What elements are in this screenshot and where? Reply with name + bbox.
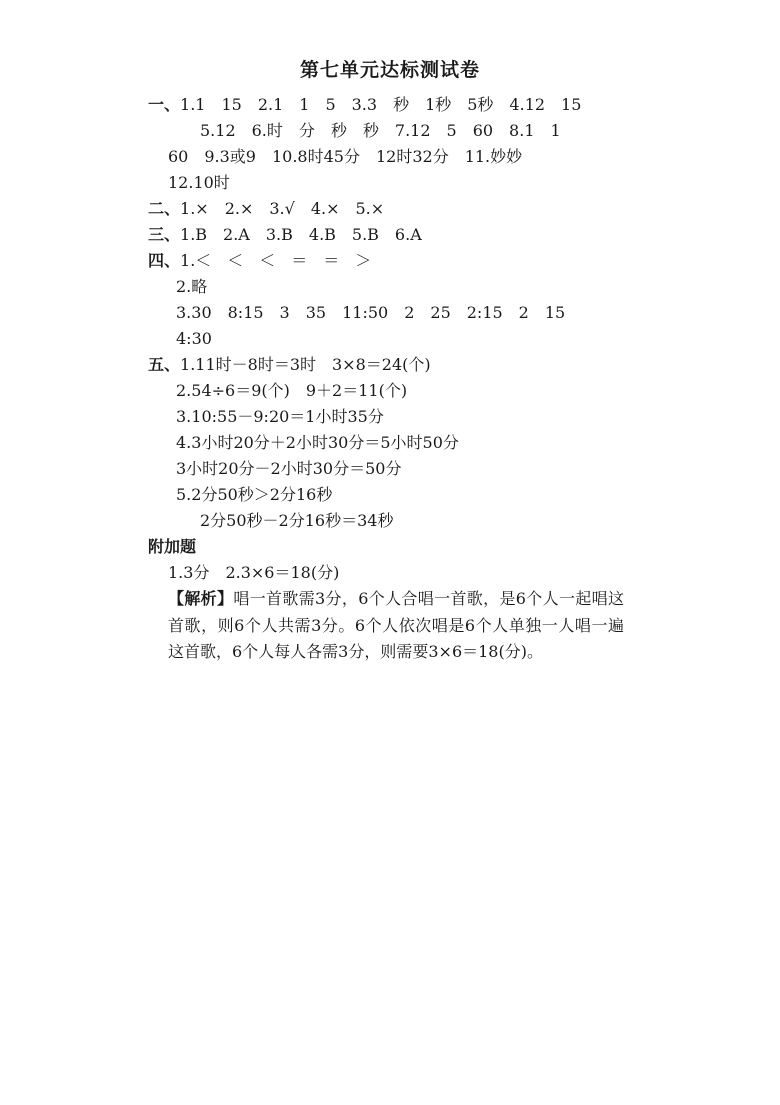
section4-line-1 <box>148 248 628 274</box>
section5-line-2: 2.54÷6＝9(个) 9＋2＝11(个) <box>176 381 408 400</box>
bonus-answer: 1.3分 2.3×6＝18(分) <box>168 563 340 582</box>
section5-line-3: 3.10:55－9:20＝1小时35分 <box>176 407 384 426</box>
section1-label: 一、 <box>148 95 181 114</box>
answer-content <box>148 92 628 666</box>
section5-line-1 <box>148 352 628 378</box>
section5-label: 五、 <box>148 355 181 374</box>
section4-line-4: 4:30 <box>176 329 212 348</box>
section5-text-1: 1.11时－8时＝3时 3×8＝24(个) <box>180 355 431 374</box>
section1-text-1: 1.1 15 2.1 1 5 3.3 秒 1秒 5秒 4.12 15 <box>180 95 582 114</box>
bonus-label: 附加题 <box>148 537 197 556</box>
section4-line-3: 3.30 8:15 3 35 11:50 2 25 2:15 2 15 <box>176 303 566 322</box>
page-title: 第七单元达标测试卷 <box>299 59 480 81</box>
section4-line-2: 2.略 <box>176 277 208 296</box>
section5-line-5: 3小时20分－2小时30分＝50分 <box>176 459 402 478</box>
section5-line-7: 2分50秒－2分16秒＝34秒 <box>200 511 394 530</box>
analysis-label: 【解析】 <box>168 589 234 608</box>
section4-label: 四、 <box>148 251 181 270</box>
section4-text-1: 1.＜ ＜ ＜ ＝ ＝ ＞ <box>180 251 372 270</box>
section5-line-4: 4.3小时20分＋2小时30分＝5小时50分 <box>176 433 459 452</box>
section1-line-2: 5.12 6.时 分 秒 秒 7.12 5 60 8.1 1 <box>200 121 561 140</box>
section1-line-4: 12.10时 <box>168 173 230 192</box>
section5-line-6: 5.2分50秒＞2分16秒 <box>176 485 333 504</box>
section3-text: 1.B 2.A 3.B 4.B 5.B 6.A <box>180 225 422 244</box>
analysis-text: 唱一首歌需3分，6个人合唱一首歌，是6个人一起唱这首歌，则6个人共需3分。6个人依次唱是6个人单独一人唱一遍这首歌，6个人每人各需3分，则需要3×6＝18(分)。 <box>168 589 624 661</box>
section1-line-1 <box>148 92 628 118</box>
section2-text: 1.× 2.× 3.√ 4.× 5.× <box>180 199 385 218</box>
section1-line-3: 60 9.3或9 10.8时45分 12时32分 11.妙妙 <box>168 147 523 166</box>
section2-label: 二、 <box>148 199 181 218</box>
bonus-analysis <box>148 586 624 666</box>
section3-line <box>148 222 628 248</box>
section3-label: 三、 <box>148 225 181 244</box>
section2-line <box>148 196 628 222</box>
